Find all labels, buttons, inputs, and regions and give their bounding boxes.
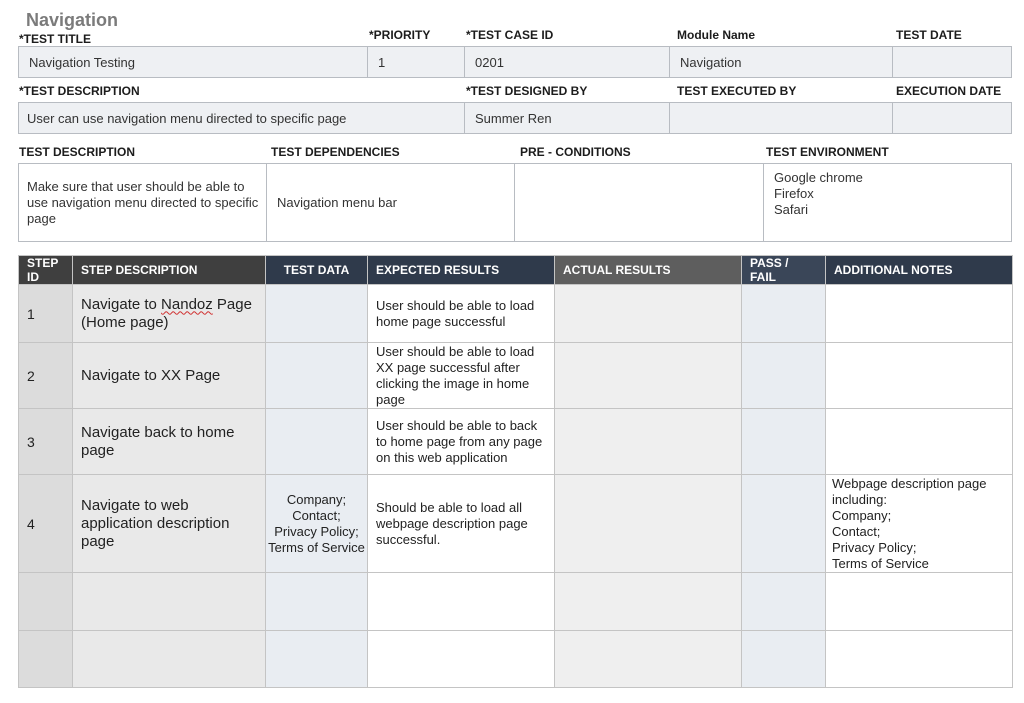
col-header-additional-notes: ADDITIONAL NOTES	[826, 256, 1013, 285]
test-data-cell[interactable]	[266, 409, 368, 475]
test-executed-by-label: TEST EXECUTED BY	[677, 84, 797, 98]
additional-notes-cell[interactable]	[826, 631, 1013, 688]
test-description-req-label: *TEST DESCRIPTION	[19, 84, 140, 98]
table-row	[19, 631, 1013, 688]
expected-results-cell[interactable]: Should be able to load all webpage description page successful.	[368, 475, 555, 573]
spellcheck-flagged-word: Nandoz	[161, 295, 213, 313]
test-data-cell[interactable]	[266, 343, 368, 409]
test-data-cell[interactable]: Company; Contact; Privacy Policy; Terms of Service	[266, 475, 368, 573]
additional-notes-cell[interactable]: Webpage description page including: Company; Contact; Privacy Policy; Terms of Service	[826, 475, 1013, 573]
actual-results-cell[interactable]	[555, 343, 742, 409]
step-description-text: Navigate to	[81, 295, 162, 313]
table-row	[19, 573, 1013, 631]
step-id-cell[interactable]: 2	[19, 343, 73, 409]
header-fields-row-2	[18, 102, 1012, 134]
priority-label: *PRIORITY	[369, 28, 431, 42]
test-title-field[interactable]: Navigation Testing	[19, 47, 368, 77]
expected-results-cell[interactable]: User should be able to load XX page successful after clicking the image in home page	[368, 343, 555, 409]
test-environment-label: TEST ENVIRONMENT	[766, 145, 889, 159]
step-description-cell[interactable]	[73, 573, 266, 631]
test-description-label: TEST DESCRIPTION	[19, 145, 136, 159]
table-row	[19, 285, 1013, 343]
test-title-label: *TEST TITLE	[19, 32, 91, 46]
test-data-cell[interactable]	[266, 573, 368, 631]
step-description-cell[interactable]: Navigate to XX Page	[73, 343, 266, 409]
step-id-cell[interactable]: 4	[19, 475, 73, 573]
expected-results-cell[interactable]	[368, 573, 555, 631]
pass-fail-cell[interactable]	[742, 343, 826, 409]
table-row	[19, 475, 1013, 573]
expected-results-cell[interactable]	[368, 631, 555, 688]
col-header-actual-results: ACTUAL RESULTS	[555, 256, 742, 285]
test-designed-by-field[interactable]: Summer Ren	[465, 103, 670, 133]
step-description-cell[interactable]	[73, 285, 266, 343]
test-designed-by-label: *TEST DESIGNED BY	[466, 84, 588, 98]
step-description-cell[interactable]	[73, 631, 266, 688]
pass-fail-cell[interactable]	[742, 285, 826, 343]
test-date-label: TEST DATE	[896, 28, 962, 42]
test-date-field[interactable]	[893, 47, 1011, 77]
pre-conditions-field[interactable]	[515, 164, 764, 241]
col-header-step-description: STEP DESCRIPTION	[73, 256, 266, 285]
step-description-cell[interactable]: Navigate to web application description page	[73, 475, 266, 573]
step-id-cell[interactable]	[19, 631, 73, 688]
test-data-cell[interactable]	[266, 631, 368, 688]
execution-date-label: EXECUTION DATE	[896, 84, 1002, 98]
step-id-cell[interactable]: 1	[19, 285, 73, 343]
execution-date-field[interactable]	[893, 103, 1011, 133]
table-row	[19, 409, 1013, 475]
page-title: Navigation	[26, 10, 119, 30]
test-steps-table	[18, 255, 1013, 688]
additional-notes-cell[interactable]	[826, 343, 1013, 409]
module-name-label: Module Name	[677, 28, 756, 42]
step-id-cell[interactable]: 3	[19, 409, 73, 475]
expected-results-cell[interactable]: User should be able to back to home page from any page on this web application	[368, 409, 555, 475]
actual-results-cell[interactable]	[555, 631, 742, 688]
expected-results-cell[interactable]: User should be able to load home page successful	[368, 285, 555, 343]
priority-field[interactable]: 1	[368, 47, 465, 77]
pass-fail-cell[interactable]	[742, 573, 826, 631]
step-description-text: Page (Home page)	[81, 295, 252, 331]
col-header-expected-results: EXPECTED RESULTS	[368, 256, 555, 285]
col-header-pass-fail: PASS / FAIL	[742, 256, 826, 285]
test-dependencies-field[interactable]: Navigation menu bar	[267, 164, 515, 241]
test-dependencies-label: TEST DEPENDENCIES	[271, 145, 400, 159]
test-environment-field[interactable]: Google chrome Firefox Safari	[774, 170, 863, 217]
col-header-step-id: STEP ID	[19, 256, 73, 285]
step-id-cell[interactable]	[19, 573, 73, 631]
actual-results-cell[interactable]	[555, 285, 742, 343]
header-fields-row-3	[18, 163, 1012, 242]
test-case-id-label: *TEST CASE ID	[466, 28, 554, 42]
actual-results-cell[interactable]	[555, 475, 742, 573]
additional-notes-cell[interactable]	[826, 573, 1013, 631]
header-fields-row-1	[18, 46, 1012, 78]
module-name-field[interactable]: Navigation	[670, 47, 893, 77]
test-data-cell[interactable]	[266, 285, 368, 343]
table-header-row	[19, 256, 1013, 285]
table-row	[19, 343, 1013, 409]
col-header-test-data: TEST DATA	[266, 256, 368, 285]
pre-conditions-label: PRE - CONDITIONS	[520, 145, 631, 159]
additional-notes-cell[interactable]	[826, 285, 1013, 343]
test-description-req-field[interactable]: User can use navigation menu directed to specific page	[19, 103, 465, 133]
test-executed-by-field[interactable]	[670, 103, 893, 133]
pass-fail-cell[interactable]	[742, 409, 826, 475]
actual-results-cell[interactable]	[555, 573, 742, 631]
test-case-id-field[interactable]: 0201	[465, 47, 670, 77]
step-description-cell[interactable]: Navigate back to home page	[73, 409, 266, 475]
test-description-field[interactable]: Make sure that user should be able to use navigation menu directed to specific page	[19, 164, 267, 241]
additional-notes-cell[interactable]	[826, 409, 1013, 475]
pass-fail-cell[interactable]	[742, 631, 826, 688]
actual-results-cell[interactable]	[555, 409, 742, 475]
pass-fail-cell[interactable]	[742, 475, 826, 573]
